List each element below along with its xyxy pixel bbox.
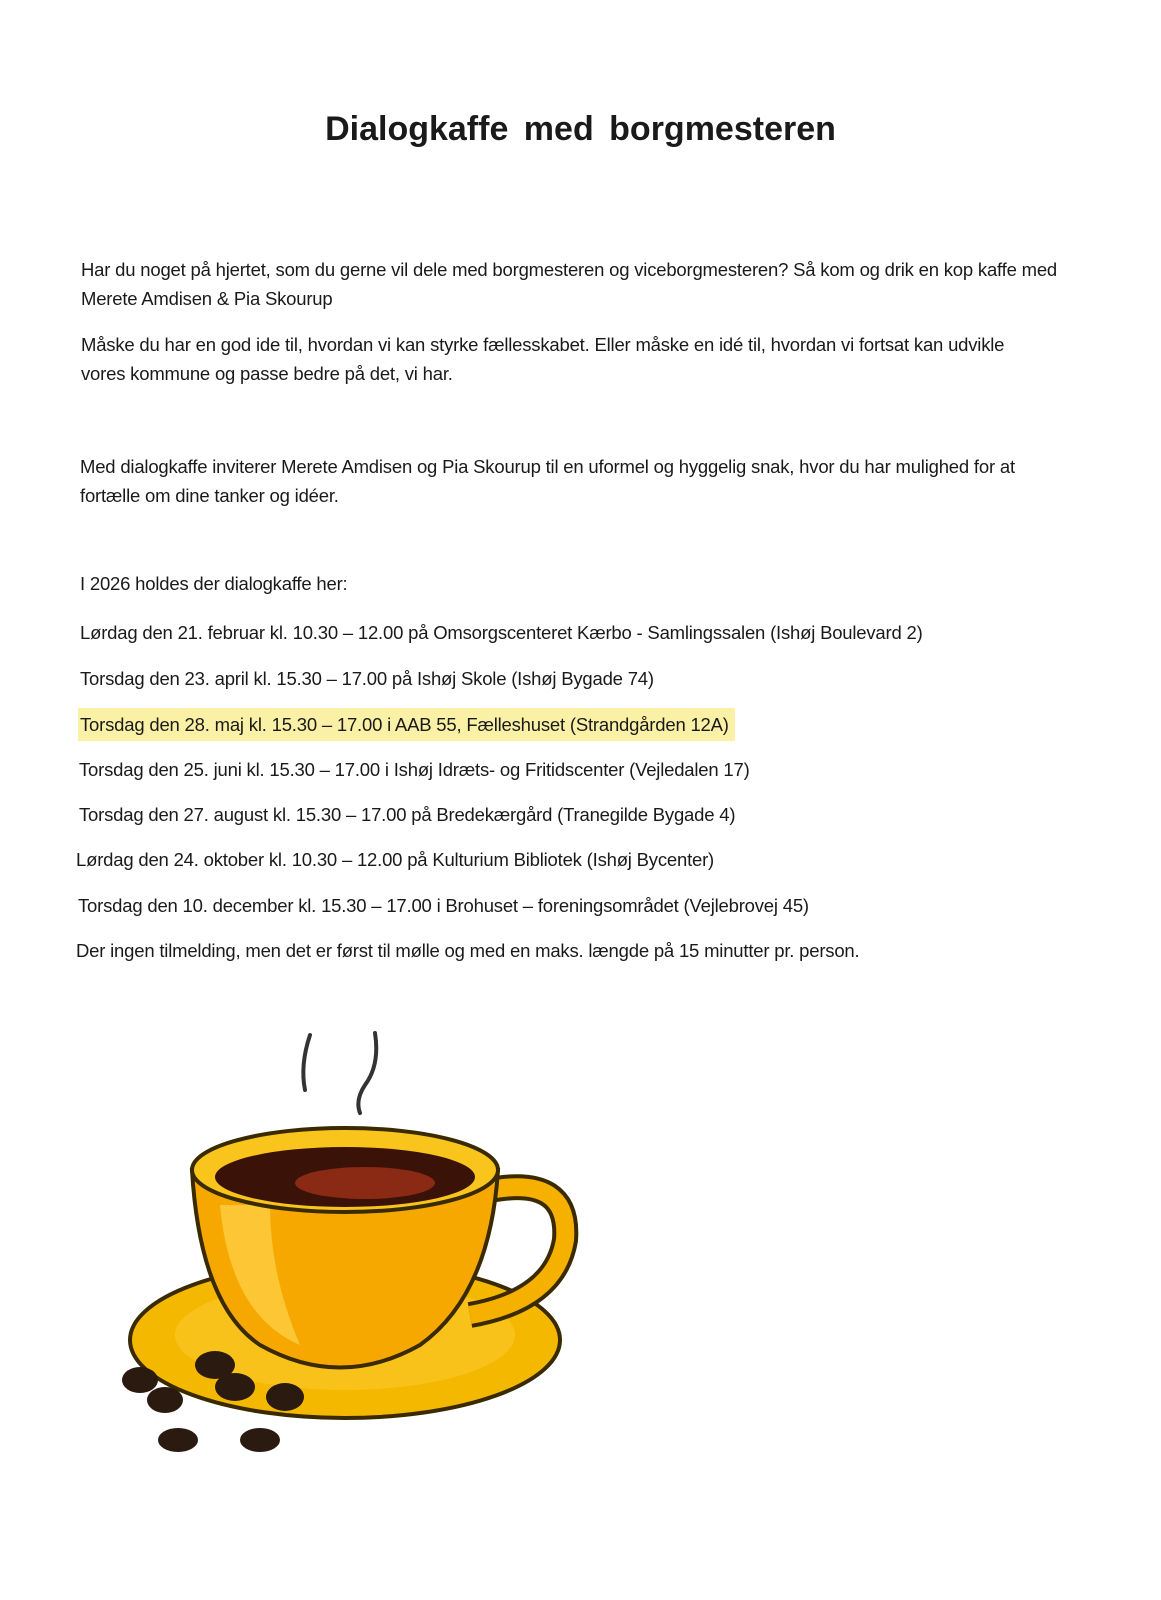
schedule-item: Lørdag den 21. februar kl. 10.30 – 12.00 på Omsorgscenteret Kærbo - Samlingssalen (Ishøj Boulevard 2) bbox=[80, 622, 923, 643]
schedule-item: Lørdag den 24. oktober kl. 10.30 – 12.00 på Kulturium Bibliotek (Ishøj Bycenter) bbox=[76, 849, 715, 870]
intro-paragraph: Har du noget på hjertet, som du gerne vil dele med borgmesteren og viceborgmesteren? Så kom og drik en kop kaffe med Merete Amdisen & Pia Skourup bbox=[81, 259, 1058, 309]
footer-note: Der ingen tilmelding, men det er først til mølle og med en maks. længde på 15 minutter pr. person. bbox=[76, 940, 860, 961]
schedule-intro: I 2026 holdes der dialogkaffe her: bbox=[80, 573, 348, 594]
schedule-item-highlighted: Torsdag den 28. maj kl. 15.30 – 17.00 i AAB 55, Fælleshuset (Strandgården 12A) bbox=[78, 708, 735, 741]
schedule-item: Torsdag den 27. august kl. 15.30 – 17.00 på Bredekærgård (Tranegilde Bygade 4) bbox=[79, 804, 736, 825]
schedule-item: Torsdag den 10. december kl. 15.30 – 17.00 i Brohuset – foreningsområdet (Vejlebrovej 45) bbox=[78, 895, 809, 916]
steam-icon bbox=[303, 1033, 376, 1113]
page-title: Dialogkaffe med borgmesteren bbox=[325, 110, 836, 148]
schedule-item: Torsdag den 23. april kl. 15.30 – 17.00 på Ishøj Skole (Ishøj Bygade 74) bbox=[80, 668, 654, 689]
ideas-paragraph: Måske du har en god ide til, hvordan vi kan styrke fællesskabet. Eller måske en idé til, hvordan vi fortsat kan udvikle vores kommune og passe bedre på det, vi har. bbox=[81, 334, 1005, 384]
schedule-item: Torsdag den 25. juni kl. 15.30 – 17.00 i Ishøj Idræts- og Fritidscenter (Vejledalen 17) bbox=[79, 759, 750, 780]
invitation-paragraph: Med dialogkaffe inviterer Merete Amdisen og Pia Skourup til en uformel og hyggelig snak, hvor du har mulighed for at fortælle om dine tanker og idéer. bbox=[80, 456, 1015, 506]
coffee-cup-illustration bbox=[110, 1025, 590, 1465]
